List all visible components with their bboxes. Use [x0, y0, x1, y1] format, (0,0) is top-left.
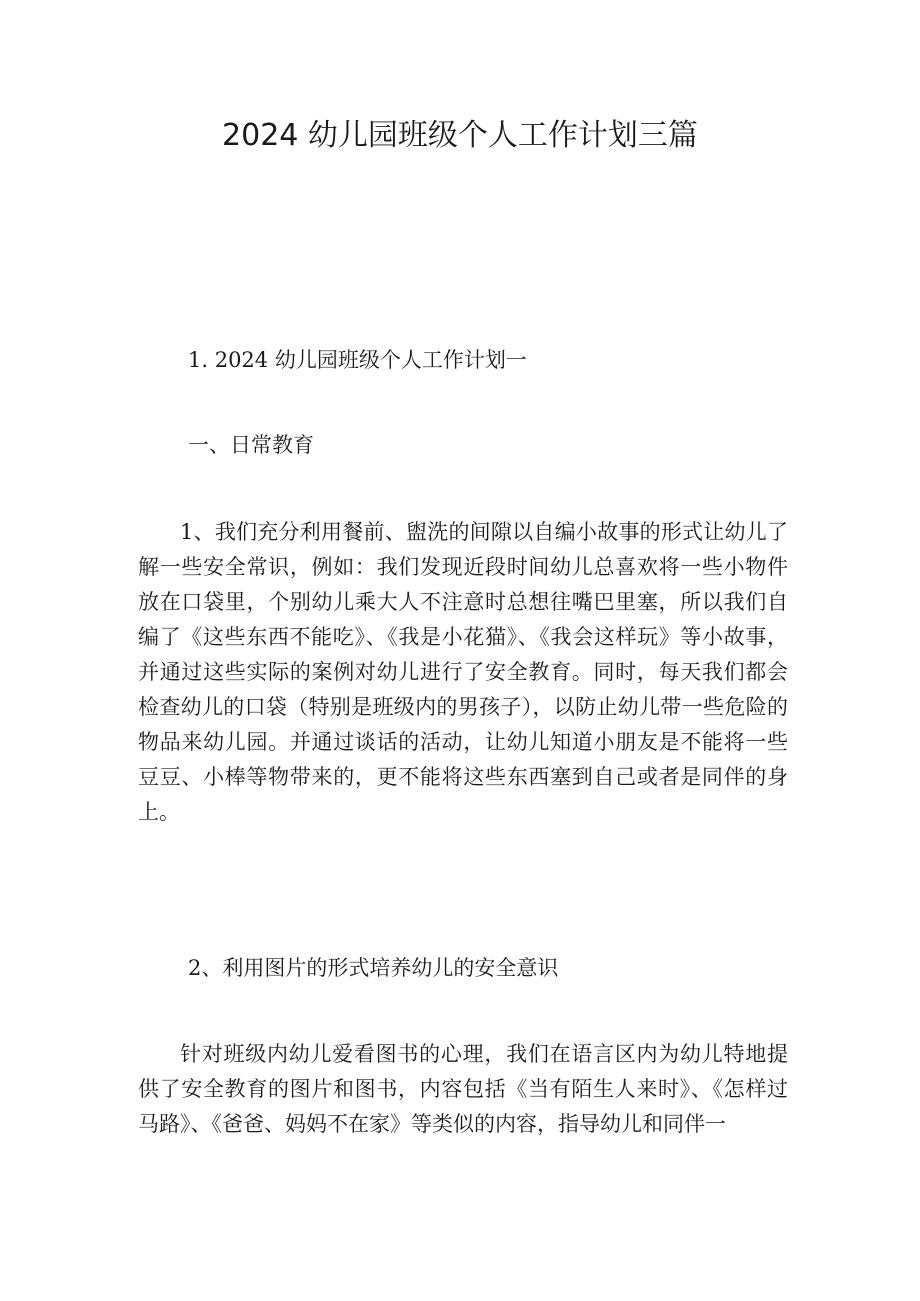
part-heading: 1. 2024 幼儿园班级个人工作计划一 [188, 348, 527, 372]
paragraph-safety-stories: 1、我们充分利用餐前、盥洗的间隙以自编小故事的形式让幼儿了解一些安全常识，例如：我们发现近段时间幼儿总喜欢将一些小物件放在口袋里，个别幼儿乘大人不注意时总想往嘴巴里塞，所以我们自编了《这些东西不能吃》、《我是小花猫》、《我会这样玩》等小故事，并通过这些实际的案例对幼儿进行了安全教育。同时，每天我们都会检查幼儿的口袋（特别是班级内的男孩子），以防止幼儿带一些危险的物品来幼儿园。并通过谈话的活动，让幼儿知道小朋友是不能将一些豆豆、小棒等物带来的，更不能将这些东西塞到自己或者是同伴的身上。 [138, 520, 788, 824]
document-title: 2024 幼儿园班级个人工作计划三篇 [222, 118, 698, 153]
section-heading-daily-education: 一、日常教育 [188, 433, 314, 457]
subheading-picture-safety: 2、利用图片的形式培养幼儿的安全意识 [188, 956, 559, 980]
paragraph-picture-books: 针对班级内幼儿爱看图书的心理，我们在语言区内为幼儿特地提供了安全教育的图片和图书，内容包括《当有陌生人来时》、《怎样过马路》、《爸爸、妈妈不在家》等类似的内容，指导幼儿和同伴一 [138, 1042, 788, 1136]
